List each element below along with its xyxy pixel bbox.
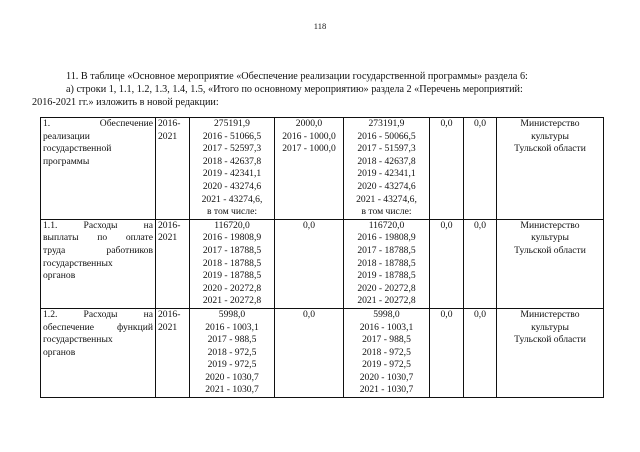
executor-cell xyxy=(497,118,604,220)
cell-line: 2019 - 42341,1 xyxy=(357,168,416,180)
cell-line: 2021 - 43274,6, xyxy=(201,193,263,205)
cell-line: 2000,0 xyxy=(295,118,323,129)
cell-line: 2016 - 51066,5 xyxy=(202,130,262,142)
cell-line: 0,0 xyxy=(303,219,315,231)
cell-line: 5998,0 xyxy=(373,308,400,320)
period-cell xyxy=(156,118,190,220)
cell-line: 2017 - 52597,3 xyxy=(202,143,262,155)
cell-line: Министерство xyxy=(520,118,580,129)
period-cell xyxy=(156,308,190,397)
regional-funding-cell xyxy=(344,308,430,397)
activity-name-cell xyxy=(41,118,156,220)
cell-line: 116720,0 xyxy=(214,219,250,231)
cell-line: 2017 - 988,5 xyxy=(362,334,411,346)
cell-line: 2021 - 20272,8 xyxy=(202,295,262,307)
cell-line: 2016 - 1000,0 xyxy=(282,130,336,142)
total-funding-cell xyxy=(190,308,275,397)
cell-line: 2021 xyxy=(158,321,178,333)
period-cell xyxy=(156,219,190,308)
executor-cell xyxy=(497,219,604,308)
cell-line: 2017 - 988,5 xyxy=(207,334,257,346)
municipal-funding-cell: 0,0 xyxy=(430,219,464,308)
cell-line: 2016- xyxy=(158,118,181,129)
cell-line: 273191,9 xyxy=(368,118,405,129)
cell-line: культуры xyxy=(531,232,569,244)
cell-line: Тульской области xyxy=(514,143,586,155)
activity-name-cell xyxy=(41,308,156,397)
cell-line: 2019 - 18788,5 xyxy=(202,270,262,282)
regional-funding-cell xyxy=(344,118,430,220)
cell-line: 1.2. Расходы на xyxy=(43,308,153,320)
cell-line: 2020 - 43274,6 xyxy=(202,180,262,192)
cell-line: 2020 - 20272,8 xyxy=(357,282,416,294)
cell-line: реализации xyxy=(43,130,90,142)
cell-line: 2016 - 19808,9 xyxy=(357,232,416,244)
cell-line: обеспечение функций xyxy=(43,321,153,333)
federal-funding-cell xyxy=(275,219,344,308)
cell-line: в том числе: xyxy=(361,206,412,218)
cell-line: 2021 - 43274,6, xyxy=(356,193,417,205)
cell-line: государственных xyxy=(43,334,113,346)
cell-line: 2021 - 1030,7 xyxy=(359,384,414,396)
cell-line: Тульской области xyxy=(514,244,586,256)
cell-line: программы xyxy=(43,155,90,167)
cell-line: 2020 - 1030,7 xyxy=(205,371,259,383)
cell-line: 2020 - 1030,7 xyxy=(359,371,414,383)
federal-funding-cell xyxy=(275,118,344,220)
cell-line: 2018 - 42637,8 xyxy=(357,155,416,167)
cell-line: 2016- xyxy=(158,219,181,231)
cell-line: Министерство xyxy=(520,308,580,320)
cell-line: 2016- xyxy=(158,308,181,320)
cell-line: 2021 xyxy=(158,130,178,142)
cell-line: 0,0 xyxy=(303,308,315,320)
federal-funding-cell xyxy=(275,308,344,397)
municipal-funding-cell: 0,0 xyxy=(430,308,464,397)
extrabudget-funding-cell: 0,0 xyxy=(464,118,497,220)
cell-line: 2016 - 50066,5 xyxy=(357,130,416,142)
extrabudget-funding-cell: 0,0 xyxy=(464,308,497,397)
cell-line: 275191,9 xyxy=(214,118,250,129)
page-number: 118 xyxy=(313,21,327,31)
total-funding-cell xyxy=(190,219,275,308)
activity-name-cell xyxy=(41,219,156,308)
table-row xyxy=(41,308,604,397)
cell-line: органов xyxy=(43,346,76,358)
cell-line: государственной xyxy=(43,143,112,155)
intro-line-1: 11. В таблице «Основное мероприятие «Обеспечение реализации государственной программы» раздела 6: xyxy=(66,71,528,82)
cell-line: 2019 - 18788,5 xyxy=(357,270,416,282)
cell-line: 2017 - 18788,5 xyxy=(202,244,262,256)
municipal-funding-cell: 0,0 xyxy=(430,118,464,220)
cell-line: Тульской области xyxy=(514,334,586,346)
intro-line-2: а) строки 1, 1.1, 1.2, 1.3, 1.4, 1.5, «Итого по основному мероприятию» раздела 2 «Перечень мероприятий: xyxy=(66,84,523,95)
cell-line: 1.1. Расходы на xyxy=(43,219,153,231)
cell-line: 1. Обеспечение xyxy=(43,118,153,129)
cell-line: 2019 - 972,5 xyxy=(207,359,257,371)
cell-line: 2019 - 972,5 xyxy=(362,359,411,371)
cell-line: 2020 - 43274,6 xyxy=(357,180,416,192)
cell-line: 116720,0 xyxy=(368,219,405,231)
cell-line: 2017 - 18788,5 xyxy=(357,244,416,256)
regional-funding-cell xyxy=(344,219,430,308)
cell-line: 2017 - 51597,3 xyxy=(357,143,416,155)
cell-line: 2017 - 1000,0 xyxy=(282,143,336,155)
cell-line: органов xyxy=(43,270,76,282)
cell-line: 5998,0 xyxy=(218,308,246,320)
cell-line: 2018 - 18788,5 xyxy=(357,257,416,269)
cell-line: 2018 - 42637,8 xyxy=(202,155,262,167)
cell-line: культуры xyxy=(531,321,569,333)
cell-line: 2016 - 1003,1 xyxy=(359,321,414,333)
cell-line: культуры xyxy=(531,130,569,142)
cell-line: 2016 - 1003,1 xyxy=(205,321,259,333)
extrabudget-funding-cell: 0,0 xyxy=(464,219,497,308)
cell-line: государственных xyxy=(43,257,113,269)
cell-line: 2018 - 972,5 xyxy=(207,346,257,358)
table-row xyxy=(41,118,604,220)
cell-line: 2018 - 18788,5 xyxy=(202,257,262,269)
activities-table xyxy=(40,117,604,398)
cell-line: 2016 - 19808,9 xyxy=(202,232,262,244)
cell-line: 2021 xyxy=(158,232,178,244)
cell-line: 2021 - 1030,7 xyxy=(205,384,259,396)
cell-line: 2019 - 42341,1 xyxy=(202,168,262,180)
cell-line: труда работников xyxy=(43,244,153,256)
cell-line: в том числе: xyxy=(206,206,257,218)
total-funding-cell xyxy=(190,118,275,220)
cell-line: выплаты по оплате xyxy=(43,232,153,244)
executor-cell xyxy=(497,308,604,397)
cell-line: 2020 - 20272,8 xyxy=(202,282,262,294)
cell-line: 2021 - 20272,8 xyxy=(357,295,416,307)
table-row xyxy=(41,219,604,308)
intro-line-3: 2016-2021 гг.» изложить в новой редакции: xyxy=(32,97,219,108)
cell-line: 2018 - 972,5 xyxy=(362,346,411,358)
cell-line: Министерство xyxy=(520,219,580,231)
